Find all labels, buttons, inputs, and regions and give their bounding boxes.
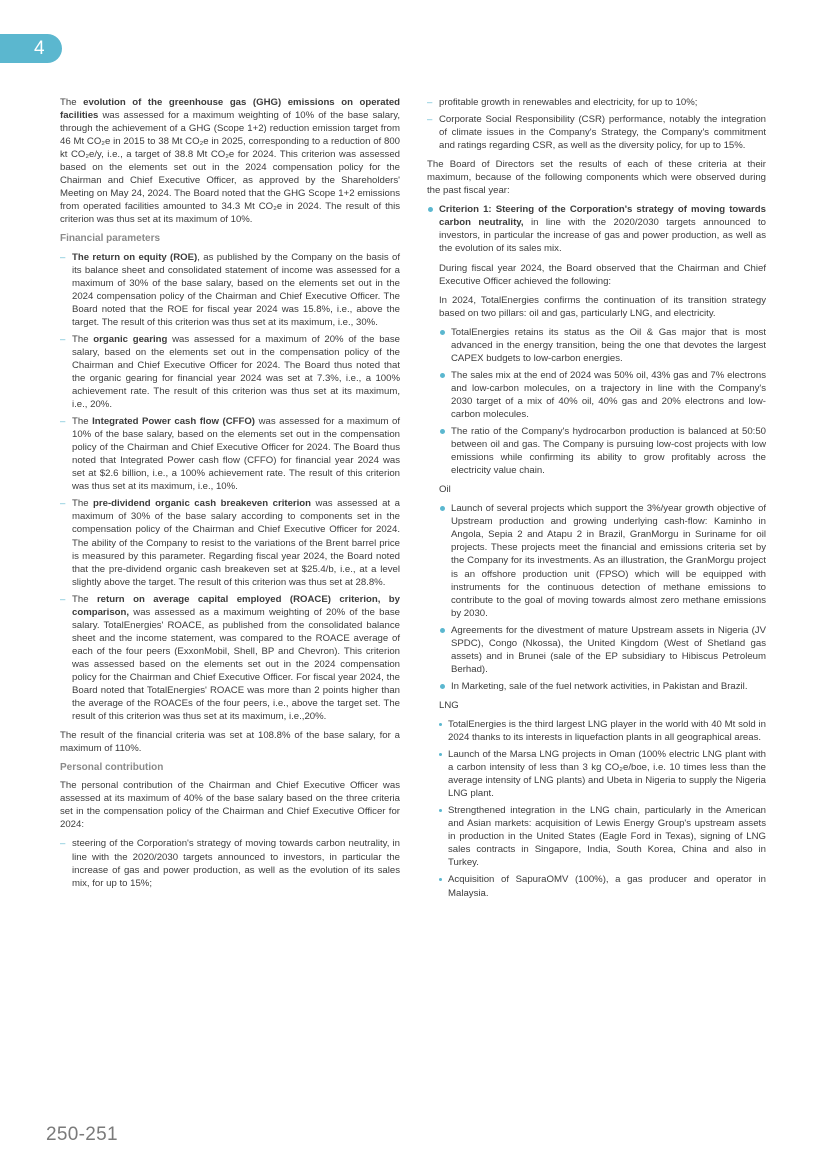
oil-list bbox=[439, 502, 766, 693]
right-column bbox=[427, 96, 766, 906]
list-item: The sales mix at the end of 2024 was 50% oil, 43% gas and 7% electrons and low-carbon molecules, on a trajectory in line with the Company's 2030 target of a mix of 40% oil, 40% gas and 20% electrons and low-carbon molecules. bbox=[439, 369, 766, 421]
chapter-tab bbox=[0, 34, 62, 63]
criterion-1: Criterion 1: Steering of the Corporation's strategy of moving towards carbon neutrality, in line with the 2020/2030 targets announced to investors, in particular the increase of gas and power production, as well as the evolution of its sales mix. bbox=[427, 203, 766, 255]
list-item: – The Integrated Power cash flow (CFFO) was assessed for a maximum of 10% of the base salary, based on the elements set out in the compensation policy of the Chairman and Chief Executive Officer for 2024. The Board thus noted that Integrated Power cash flow (CFFO) for financial year 2024 was set at $2.6 billion, i.e., a 100% achievement rate. The result of this criterion was thus set at its maximum, i.e., 10%. bbox=[60, 415, 400, 493]
list-item: Acquisition of SapuraOMV (100%), a gas producer and operator in Malaysia. bbox=[438, 873, 766, 899]
list-item: Agreements for the divestment of mature Upstream assets in Nigeria (JV SPDC), Congo (Nkossa), the United Kingdom (West of Shetland gas assets) and in Brunei (sale of the EP subsidiary to Hibiscus Petroleum Berhad). bbox=[439, 624, 766, 676]
list-item: In Marketing, sale of the fuel network activities, in Pakistan and Brazil. bbox=[439, 680, 766, 693]
criteria-list bbox=[427, 96, 766, 152]
list-item: – The return on average capital employed (ROACE) criterion, by comparison, was assessed as a maximum weighting of 20% of the base salary. TotalEnergies' ROACE, as published from the consolidated balance sheet and the income statement, was compared to the ROACE average of each of the four peers (ExxonMobil, Shell, BP and Chevron). This criterion was assessed based on the elements set out in the 2024 compensation policy for the Chairman and Chief Executive Officer. For fiscal year 2024, the Board noted that TotalEnergies' ROACE was more than 2 points higher than the average of the ROACEs of the four peers, i.e., above the target set. The result of this criterion was thus set at its maximum, i.e.,20%. bbox=[60, 593, 400, 723]
criterion-list bbox=[427, 203, 766, 255]
list-item: TotalEnergies is the third largest LNG player in the world with 40 Mt sold in 2024 thanks to its interests in liquefaction plants in all geographical areas. bbox=[438, 718, 766, 744]
financial-heading: Financial parameters bbox=[60, 233, 161, 245]
financial-list bbox=[60, 251, 400, 724]
page-number: 250-251 bbox=[46, 1124, 118, 1145]
board-paragraph: The Board of Directors set the results of each of these criteria at their maximum, because of the following components which were observed during the past fiscal year: bbox=[427, 159, 766, 197]
list-item: – The return on equity (ROE), as published by the Company on the basis of its balance sheet and consolidated statement of income was assessed for a maximum of 30% of the base salary, based on the elements set out in the 2024 compensation policy of the Chairman and Chief Executive Officer. The Board noted that the ROE for fiscal year 2024 was 15.8%, i.e., above the target. The result of this criterion was thus set at its maximum, i.e., 30%. bbox=[60, 251, 400, 329]
list-item: The ratio of the Company's hydrocarbon production is balanced at 50:50 between oil and gas. The Company is pursuing low-cost projects with low emissions while confirming its ability to grow profitably across the electricity value chain. bbox=[439, 425, 766, 477]
ghg-bold: evolution of the greenhouse gas (GHG) emissions on operated facilities bbox=[60, 97, 401, 122]
list-item: – steering of the Corporation's strategy of moving towards carbon neutrality, in line with the 2020/2030 targets announced to investors, in particular the increase of gas and power production, as well as the evolution of its sales mix, for up to 15%; bbox=[60, 837, 400, 889]
list-item: – profitable growth in renewables and electricity, for up to 10%; bbox=[427, 96, 766, 109]
lng-label: LNG bbox=[439, 699, 459, 711]
list-item: Launch of several projects which support the 3%/year growth objective of Upstream production and growing underlying cash-flow: Kaminho in Angola, Sepia 2 and Atapu 2 in Brazil, GranMorgu in Suriname for oil projects. These projects meet the financial and emissions criteria set by the Company for its investments. As an illustration, the GranMorgu project is an offshore production unit (FPSO) which will be equipped with instruments for the continuous detection of methane emissions to contribute to the goal of moving towards almost zero methane emissions by 2030. bbox=[439, 502, 766, 619]
list-item: TotalEnergies retains its status as the Oil & Gas major that is most advanced in the energy transition, being the one that devotes the largest CAPEX budgets to low-carbon energies. bbox=[439, 326, 766, 365]
fy-paragraph: During fiscal year 2024, the Board observed that the Chairman and Chief Executive Officer achieved the following: bbox=[439, 262, 766, 287]
personal-heading: Personal contribution bbox=[60, 762, 164, 774]
pillar-list bbox=[439, 326, 766, 478]
left-column bbox=[60, 96, 400, 896]
lng-list bbox=[438, 718, 766, 900]
chapter-number: 4 bbox=[34, 38, 45, 59]
list-item: – The pre-dividend organic cash breakeven criterion was assessed at a maximum of 30% of the base salary according to components set in the compensation policy of the Chairman and Chief Executive Officer for 2024. The ability of the Company to resist to the variations of the Brent barrel price is measured by this parameter. Regarding fiscal year 2024, the Board noted that the pre-dividend organic cash breakeven set at $25.4/b, i.e., at a level slightly above the target. The result of this criterion was thus set at 28.8%. bbox=[60, 497, 400, 588]
list-item: – Corporate Social Responsibility (CSR) performance, notably the integration of climate issues in the Company's Strategy, the Company's commitment and ratings regarding CSR, as well as the diversity policy, for up to 15%. bbox=[427, 113, 766, 152]
ghg-paragraph bbox=[60, 96, 400, 226]
list-item: – The organic gearing was assessed for a maximum of 20% of the base salary, based on the elements set out in the compensation policy of the Chairman and Chief Executive Officer for 2024. The Board thus noted that the organic gearing for financial year 2024 was set at 7.3%, i.e., a 100% achievement rate. The result of this criterion was thus set at its maximum, i.e., 20%. bbox=[60, 333, 400, 411]
personal-intro: The personal contribution of the Chairman and Chief Executive Officer was assessed at its maximum of 40% of the base salary based on the three criteria set in the compensation policy of the Chairman and Chief Executive Officer for 2024: bbox=[60, 780, 400, 831]
ghg-prefix: The bbox=[60, 97, 84, 108]
financial-result: The result of the financial criteria was set at 108.8% of the base salary, for a maximum of 110%. bbox=[60, 730, 400, 755]
list-item: Strengthened integration in the LNG chain, particularly in the American and Asian markets: acquisition of Lewis Energy Group's upstream assets in production in the United States (Eagle Ford in Texas), signing of LNG sales contracts in Singapore, India, South Korea, China and also in Turkey. bbox=[438, 804, 766, 869]
list-item: Launch of the Marsa LNG projects in Oman (100% electric LNG plant with a carbon intensity of less than 3 kg CO₂e/boe, i.e. 10 times less than the average intensity of LNG plants) and Ubeta in Nigeria to supply the Nigeria LNG plant. bbox=[438, 748, 766, 800]
personal-list bbox=[60, 837, 400, 889]
ghg-text: was assessed for a maximum weighting of 10% of the base salary, through the achievement of a GHG (Scope 1+2) reduction emission target from 46 Mt CO₂e in 2015 to 38 Mt CO₂e in 2025, corresponding to a reduction of 800 kt CO₂e/y, i.e., a target of 38.8 Mt CO₂e for 2024. This criterion was assessed based on the elements set out in the 2024 compensation policy for the Chairman and Chief Executive Officer, as approved by the Shareholders' Meeting on May 24, 2024. The Board noted that the GHG Scope 1+2 emissions from operated facilities amounted to 34.3 Mt CO₂e in 2024. The result of this criterion was thus set at its maximum of 10%. bbox=[60, 110, 400, 226]
oil-label: Oil bbox=[439, 484, 451, 496]
transition-paragraph: In 2024, TotalEnergies confirms the continuation of its transition strategy based on two pillars: oil and gas, particularly LNG, and electricity. bbox=[439, 294, 766, 319]
